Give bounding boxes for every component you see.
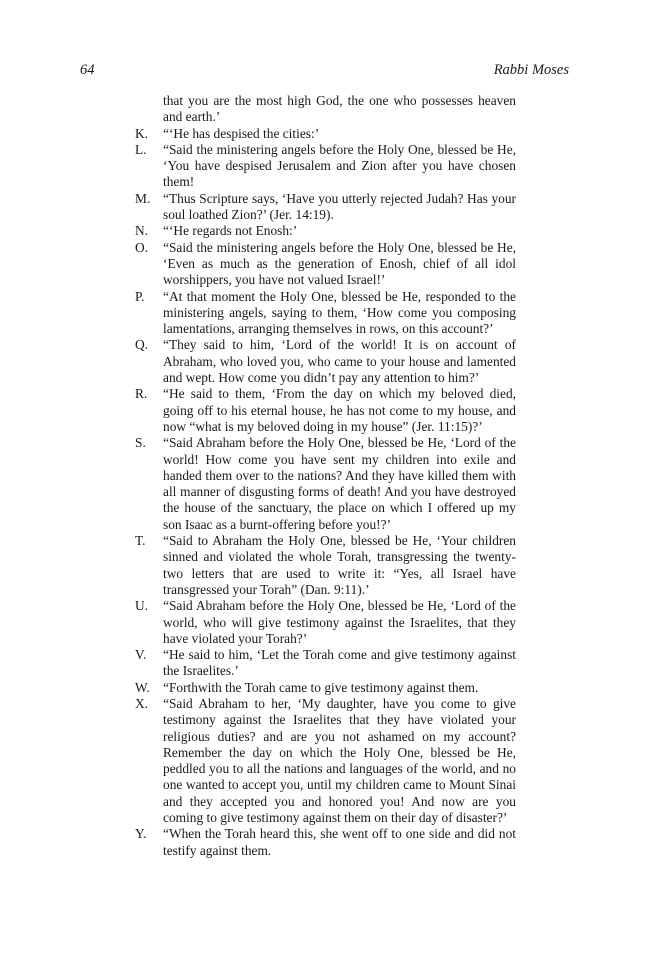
running-head-title: Rabbi Moses <box>493 62 569 78</box>
entry-label: L. <box>135 141 147 157</box>
entry-label: S. <box>135 435 146 451</box>
entry-text: “Said the ministering angels before the Holy One, blessed be He, ‘Even as much as the generation of Enosh, chief of all idol worshippers, you have not valued Israel!’ <box>163 239 516 288</box>
entry-q <box>135 337 516 386</box>
entry-label: M. <box>135 190 151 206</box>
running-header <box>80 62 569 82</box>
entry-label: V. <box>135 647 147 663</box>
entry-label: O. <box>135 239 149 255</box>
body-text <box>135 93 516 859</box>
entry-label: Q. <box>135 337 149 353</box>
entry-label: K. <box>135 125 149 141</box>
entry-text: “They said to him, ‘Lord of the world! It is on account of Abraham, who loved you, who came to your house and lamented and wept. How come you didn’t pay any attention to him?’ <box>163 337 516 386</box>
entry-v <box>135 647 516 680</box>
entry-text: “Said Abraham to her, ‘My daughter, have you come to give testimony against the Israelites that they have violated your religious duties? and are you not ashamed on my account? Remember the day on which the Holy One, blessed be He, peddled you to all the nations and languages of the world, and no one wanted to accept you, until my children came to Mount Sinai and they accepted you and honored you! And now are you coming to give testimony against them on their day of disaster?’ <box>163 695 516 826</box>
entry-text: “Thus Scripture says, ‘Have you utterly rejected Judah? Has your soul loathed Zion?’ (Jer. 14:19). <box>163 190 516 223</box>
entry-o <box>135 240 516 289</box>
entry-t <box>135 533 516 598</box>
entry-r <box>135 386 516 435</box>
entry-label: Y. <box>135 826 147 842</box>
entry-u <box>135 598 516 647</box>
continuation-paragraph <box>135 93 516 126</box>
entry-label: W. <box>135 679 150 695</box>
entry-label: X. <box>135 695 149 711</box>
entry-label: P. <box>135 288 145 304</box>
page-number: 64 <box>80 62 95 78</box>
entry-text: “Said the ministering angels before the Holy One, blessed be He, ‘You have despised Jerusalem and Zion after you have chosen them! <box>163 141 516 190</box>
entry-l <box>135 142 516 191</box>
entry-text: “Forthwith the Torah came to give testimony against them. <box>163 679 479 695</box>
entry-label: R. <box>135 386 148 402</box>
entry-text: that you are the most high God, the one who possesses heaven and earth.’ <box>163 93 516 125</box>
entry-text: “At that moment the Holy One, blessed be He, responded to the ministering angels, saying to them, ‘How come you composing lamentations, arranging themselves in rows, on this account?’ <box>163 288 516 337</box>
entry-s <box>135 435 516 533</box>
entry-label: T. <box>135 533 146 549</box>
entry-text: “‘He has despised the cities:’ <box>163 125 320 141</box>
entry-label: U. <box>135 598 149 614</box>
entry-k <box>135 126 516 142</box>
entry-n <box>135 223 516 239</box>
entry-text: “‘He regards not Enosh:’ <box>163 223 298 239</box>
entry-x <box>135 696 516 826</box>
entry-p <box>135 289 516 338</box>
entry-w <box>135 680 516 696</box>
entry-text: “Said to Abraham the Holy One, blessed be He, ‘Your children sinned and violated the whole Torah, transgressing the twenty-two letters that are used to write it: “Yes, all Israel have transgressed your Torah” (Dan. 9:11).’ <box>163 533 516 597</box>
entry-text: “He said to them, ‘From the day on which my beloved died, going off to his eternal house, he has not come to my house, and now “what is my beloved doing in my house” (Jer. 11:15)?’ <box>163 386 516 434</box>
entry-m <box>135 191 516 224</box>
entry-text: “When the Torah heard this, she went off to one side and did not testify against them. <box>163 826 516 858</box>
entry-text: “Said Abraham before the Holy One, blessed be He, ‘Lord of the world! How come you have sent my children into exile and handed them over to the nations? And they have killed them with all manner of disgusting forms of death! And you have destroyed the house of the sanctuary, the place on which I offered up my son Isaac as a burnt-offering before you!?’ <box>163 435 516 532</box>
entry-label: N. <box>135 223 149 239</box>
entry-text: “Said Abraham before the Holy One, blessed be He, ‘Lord of the world, who will give testimony against the Israelites, that they have violated your Torah?’ <box>163 598 516 646</box>
entry-y <box>135 826 516 859</box>
entry-text: “He said to him, ‘Let the Torah come and give testimony against the Israelites.’ <box>163 647 516 679</box>
